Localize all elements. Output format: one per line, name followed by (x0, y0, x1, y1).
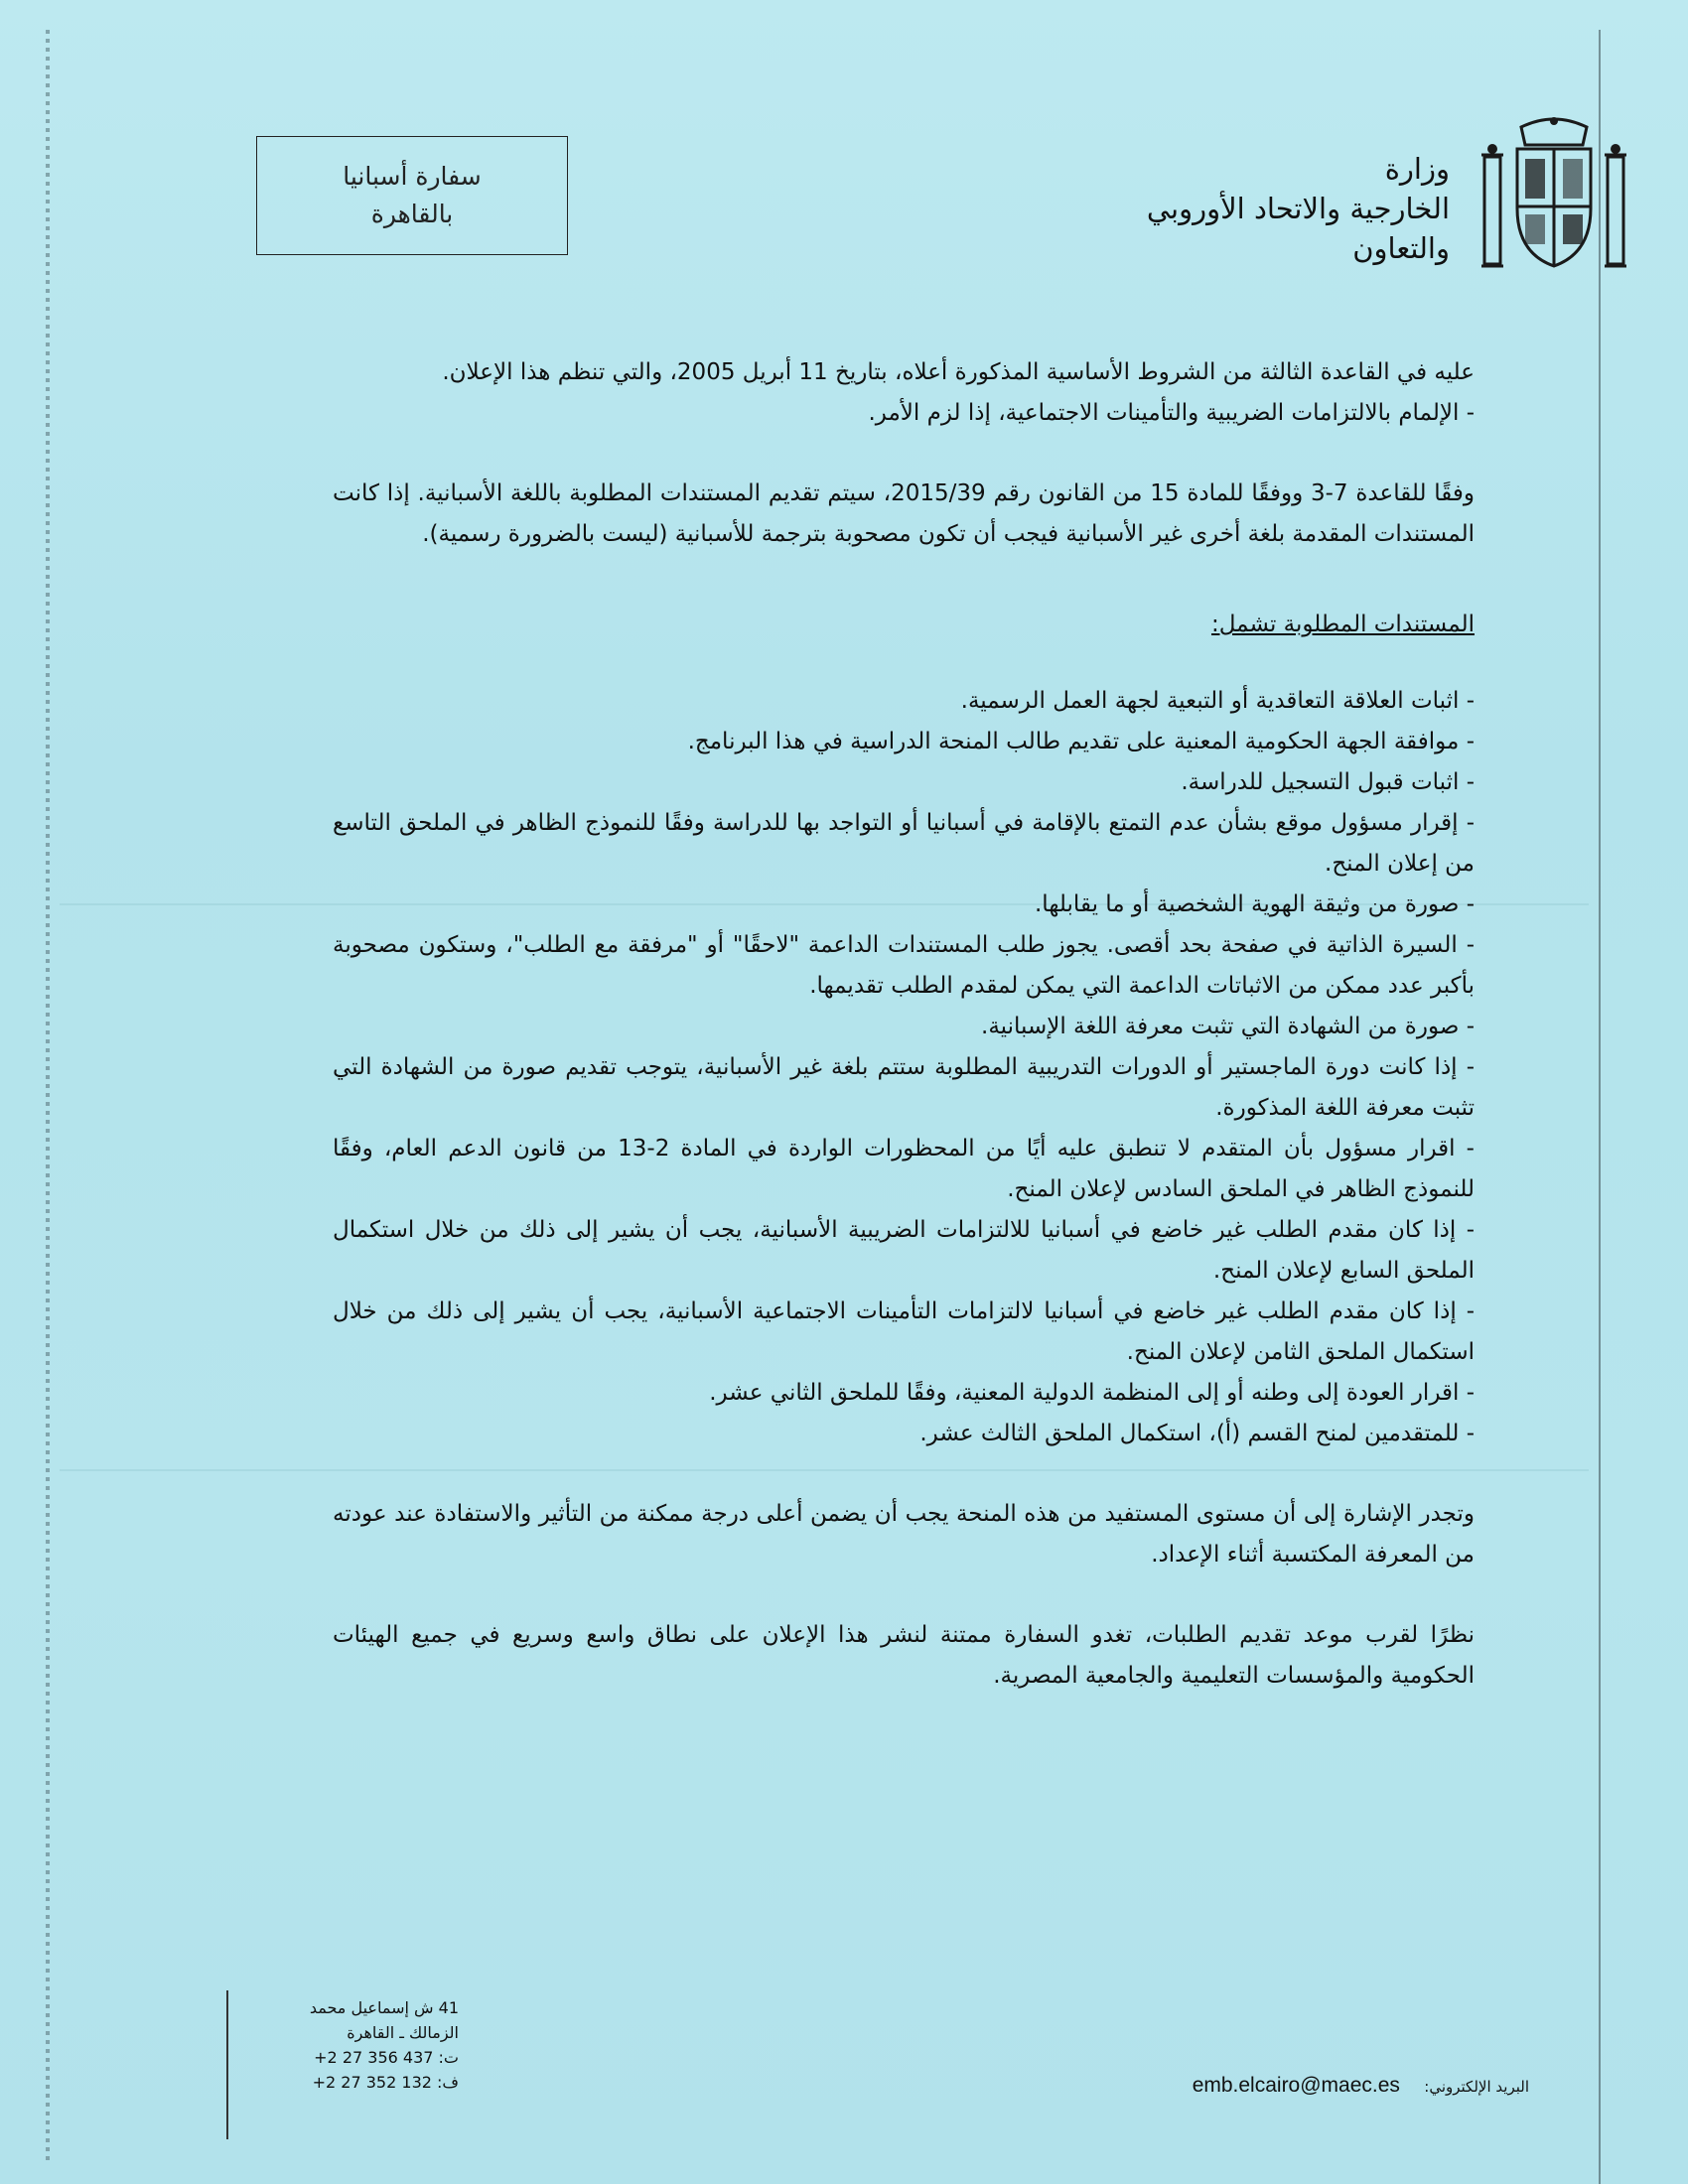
ministry-line-3: والتعاون (1352, 231, 1450, 265)
spanish-coat-of-arms-icon (1479, 117, 1628, 271)
footer-divider (226, 1990, 228, 2139)
translation-paragraph: وفقًا للقاعدة 7-3 ووفقًا للمادة 15 من القانون رقم 2015/39، سيتم تقديم المستندات المطلوبة باللغة الأسبانية. إذا كانت المستندات المقدمة بلغة أخرى غير الأسبانية فيجب أن تكون مصحوبة بترجمة للأسبانية (ليست بالضرورة رسمية). (333, 480, 1475, 547)
list-item: - للمتقدمين لمنح القسم (أ)، استكمال الملحق الثالث عشر. (919, 1421, 1475, 1446)
list-item: - السيرة الذاتية في صفحة بحد أقصى. يجوز طلب المستندات الداعمة "لاحقًا" أو "مرفقة مع الطلب"، وستكون مصحوبة بأكبر عدد ممكن من الاثباتات الداعمة التي يمكن لمقدم الطلب تقديمها. (333, 932, 1475, 999)
list-item: - اقرار العودة إلى وطنه أو إلى المنظمة الدولية المعنية، وفقًا للملحق الثاني عشر. (709, 1380, 1475, 1406)
list-item: - صورة من وثيقة الهوية الشخصية أو ما يقابلها. (1035, 891, 1475, 917)
list-item: - موافقة الجهة الحكومية المعنية على تقديم طالب المنحة الدراسية في هذا البرنامج. (687, 729, 1475, 754)
embassy-box (256, 136, 568, 255)
list-item: - إذا كان مقدم الطلب غير خاضع في أسبانيا للالتزامات الضريبية الأسبانية، يجب أن يشير إلى ذلك من خلال استكمال الملحق السابع لإعلان المنح. (333, 1217, 1475, 1284)
list-item: - إذا كان مقدم الطلب غير خاضع في أسبانيا لالتزامات التأمينات الاجتماعية الأسبانية، يجب أن يشير إلى ذلك من خلال استكمال الملحق الثامن لإعلان المنح. (333, 1298, 1475, 1365)
email-label: البريد الإلكتروني: (1424, 2078, 1529, 2096)
email-block (1193, 2073, 1529, 2098)
embassy-address (260, 1995, 459, 2095)
list-item: - اثبات قبول التسجيل للدراسة. (1181, 769, 1475, 795)
letter-body (333, 352, 1475, 1697)
embassy-city: بالقاهرة (370, 200, 454, 228)
perforation-edge (46, 30, 50, 2164)
list-item: - إذا كانت دورة الماجستير أو الدورات التدريبية المطلوبة ستتم بلغة غير الأسبانية، يتوجب تقديم صورة من الشهادة التي تثبت معرفة اللغة المذكورة. (333, 1054, 1475, 1121)
list-item: - اقرار مسؤول بأن المتقدم لا تنطبق عليه أيًا من المحظورات الواردة في المادة 2-13 من قانون الدعم العام، وفقًا للنموذج الظاهر في الملحق السادس لإعلان المنح. (333, 1136, 1475, 1202)
list-item: - اثبات العلاقة التعاقدية أو التبعية لجهة العمل الرسمية. (960, 688, 1475, 714)
right-margin-rule (1599, 30, 1601, 2184)
documents-heading: المستندات المطلوبة تشمل: (1210, 612, 1475, 637)
intro-item: - الإلمام بالالتزامات الضريبية والتأمينات الاجتماعية، إذا لزم الأمر. (868, 400, 1475, 426)
fax-number: ف: 132 352 27 2+ (312, 2073, 459, 2092)
ministry-line-2: الخارجية والاتحاد الأوروبي (1146, 192, 1450, 225)
ministry-title (1053, 149, 1450, 268)
address-city: الزمالك ـ القاهرة (347, 2023, 459, 2042)
email-link[interactable]: emb.elcairo@maec.es (1192, 2074, 1400, 2097)
documents-list (333, 681, 1475, 1454)
intro-paragraph: عليه في القاعدة الثالثة من الشروط الأساسية المذكورة أعلاه، بتاريخ 11 أبريل 2005، والتي تنظم هذا الإعلان. (442, 359, 1475, 385)
phone-number: ت: 437 356 27 2+ (314, 2048, 459, 2067)
closing-paragraph: نظرًا لقرب موعد تقديم الطلبات، تغدو السفارة ممتنة لنشر هذا الإعلان على نطاق واسع وسريع في جميع الهيئات الحكومية والمؤسسات التعليمية والجامعية المصرية. (333, 1622, 1475, 1689)
ministry-line-1: وزارة (1384, 152, 1450, 186)
impact-paragraph: وتجدر الإشارة إلى أن مستوى المستفيد من هذه المنحة يجب أن يضمن أعلى درجة ممكنة من التأثير والاستفادة عند عودته من المعرفة المكتسبة أثناء الإعداد. (333, 1501, 1475, 1568)
list-item: - إقرار مسؤول موقع بشأن عدم التمتع بالإقامة في أسبانيا أو التواجد بها للدراسة وفقًا للنموذج الظاهر في الملحق التاسع من إعلان المنح. (333, 810, 1475, 877)
list-item: - صورة من الشهادة التي تثبت معرفة اللغة الإسبانية. (981, 1014, 1475, 1039)
address-street: 41 ش إسماعيل محمد (309, 1998, 459, 2017)
embassy-name: سفارة أسبانيا (343, 162, 482, 191)
